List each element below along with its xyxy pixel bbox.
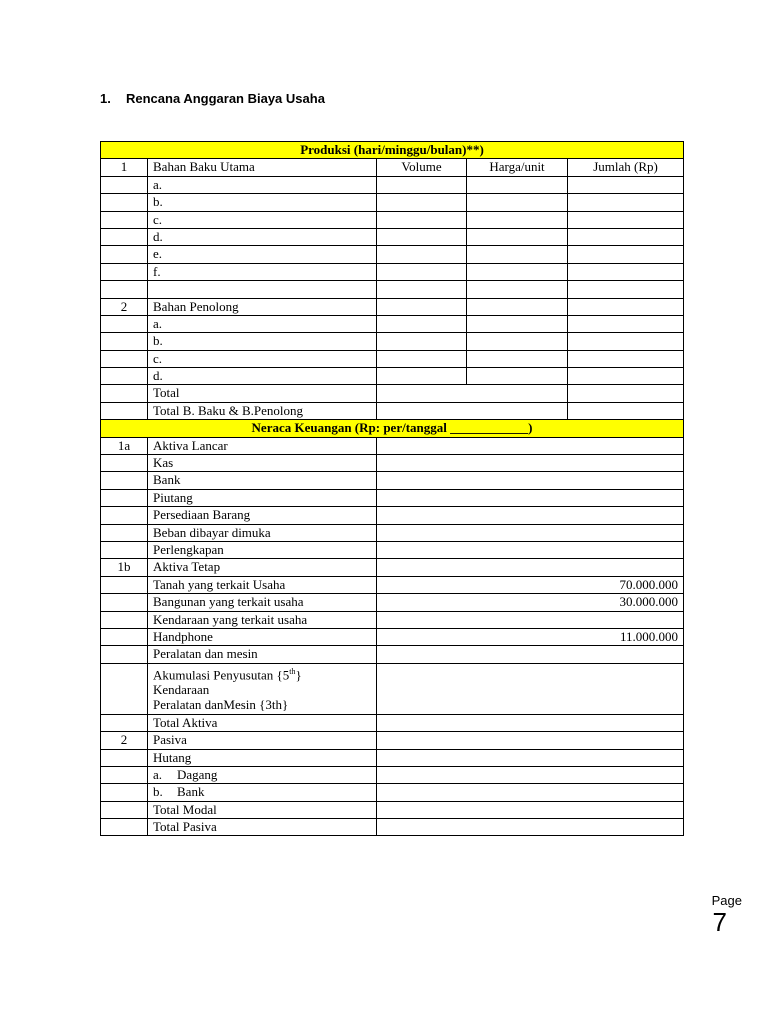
row-number: 1a <box>101 437 148 454</box>
item-value: 70.000.000 <box>377 576 684 593</box>
item-label: d. <box>148 228 377 245</box>
aktiva-tetap-row <box>101 559 684 576</box>
produksi-header-row <box>101 142 684 159</box>
item-label: Piutang <box>148 489 377 506</box>
item-label: Bank <box>148 472 377 489</box>
total-label: Total <box>148 385 377 402</box>
heading-number: 1. <box>100 91 111 106</box>
bahan-baku-row <box>101 159 684 176</box>
item-label: c. <box>148 350 377 367</box>
table-row <box>101 350 684 367</box>
table-row <box>101 194 684 211</box>
item-label: Tanah yang terkait Usaha <box>148 576 377 593</box>
item-label: Persediaan Barang <box>148 507 377 524</box>
budget-table <box>100 141 684 836</box>
item-label: b. <box>148 333 377 350</box>
aktiva-tetap-label: Aktiva Tetap <box>148 559 377 576</box>
bahan-baku-label: Bahan Baku Utama <box>148 159 377 176</box>
pasiva-row <box>101 732 684 749</box>
total-all-row <box>101 402 684 419</box>
total-all-label: Total B. Baku & B.Penolong <box>148 402 377 419</box>
table-row <box>101 246 684 263</box>
hutang-item: b. Bank <box>148 784 377 801</box>
akumulasi-cell <box>148 663 377 714</box>
total-pasiva-row <box>101 819 684 836</box>
harga-header: Harga/unit <box>467 159 568 176</box>
item-label: Perlengkapan <box>148 541 377 558</box>
item-label: Beban dibayar dimuka <box>148 524 377 541</box>
item-label: c. <box>148 211 377 228</box>
table-row <box>101 507 684 524</box>
neraca-title: Neraca Keuangan (Rp: per/tanggal ____________) <box>101 420 684 437</box>
table-row <box>101 611 684 628</box>
item-label: Kas <box>148 455 377 472</box>
akumulasi-line-3: Peralatan danMesin {3th} <box>153 697 289 713</box>
produksi-title: Produksi (hari/minggu/bulan)**) <box>101 142 684 159</box>
hutang-label: Hutang <box>148 749 377 766</box>
akumulasi-row <box>101 663 684 714</box>
total-row <box>101 385 684 402</box>
item-value: 11.000.000 <box>377 628 684 645</box>
item-label: Bangunan yang terkait usaha <box>148 594 377 611</box>
jumlah-header: Jumlah (Rp) <box>568 159 684 176</box>
item-label: b. <box>148 194 377 211</box>
item-value: 30.000.000 <box>377 594 684 611</box>
total-pasiva-label: Total Pasiva <box>148 819 377 836</box>
table-row <box>101 594 684 611</box>
item-label: e. <box>148 246 377 263</box>
aktiva-lancar-row <box>101 437 684 454</box>
table-row <box>101 766 684 783</box>
table-row <box>101 472 684 489</box>
section-heading <box>100 91 325 106</box>
table-row <box>101 784 684 801</box>
volume-header: Volume <box>377 159 467 176</box>
row-number: 1b <box>101 559 148 576</box>
bahan-penolong-row <box>101 298 684 315</box>
item-label: d. <box>148 368 377 385</box>
table-row <box>101 211 684 228</box>
table-row <box>101 524 684 541</box>
neraca-header-row <box>101 420 684 437</box>
akumulasi-line-2: Kendaraan <box>153 682 210 698</box>
row-number: 2 <box>101 298 148 315</box>
heading-title: Rencana Anggaran Biaya Usaha <box>126 91 325 106</box>
item-label: a. <box>148 176 377 193</box>
spacer-row <box>101 281 684 298</box>
item-label: Kendaraan yang terkait usaha <box>148 611 377 628</box>
page-label: Page <box>711 893 742 908</box>
item-label: a. <box>148 315 377 332</box>
total-modal-label: Total Modal <box>148 801 377 818</box>
aktiva-lancar-label: Aktiva Lancar <box>148 437 377 454</box>
item-label: Handphone <box>148 628 377 645</box>
table-row <box>101 749 684 766</box>
table-row <box>101 628 684 645</box>
table-row <box>101 646 684 663</box>
page-number: 7 <box>712 907 727 937</box>
table-row <box>101 576 684 593</box>
table-row <box>101 368 684 385</box>
akumulasi-line-1: Akumulasi Penyusutan {5th} <box>153 666 302 683</box>
total-modal-row <box>101 801 684 818</box>
table-row <box>101 263 684 280</box>
item-label: Peralatan dan mesin <box>148 646 377 663</box>
row-number: 2 <box>101 732 148 749</box>
table-row <box>101 333 684 350</box>
hutang-item: a. Dagang <box>148 766 377 783</box>
row-number: 1 <box>101 159 148 176</box>
total-aktiva-row <box>101 714 684 731</box>
bahan-penolong-label: Bahan Penolong <box>148 298 377 315</box>
table-row <box>101 315 684 332</box>
pasiva-label: Pasiva <box>148 732 377 749</box>
table-row <box>101 228 684 245</box>
table-row <box>101 176 684 193</box>
item-label: f. <box>148 263 377 280</box>
total-aktiva-label: Total Aktiva <box>148 714 377 731</box>
item-value <box>377 611 684 628</box>
item-value <box>377 646 684 663</box>
table-row <box>101 541 684 558</box>
table-row <box>101 455 684 472</box>
table-row <box>101 489 684 506</box>
